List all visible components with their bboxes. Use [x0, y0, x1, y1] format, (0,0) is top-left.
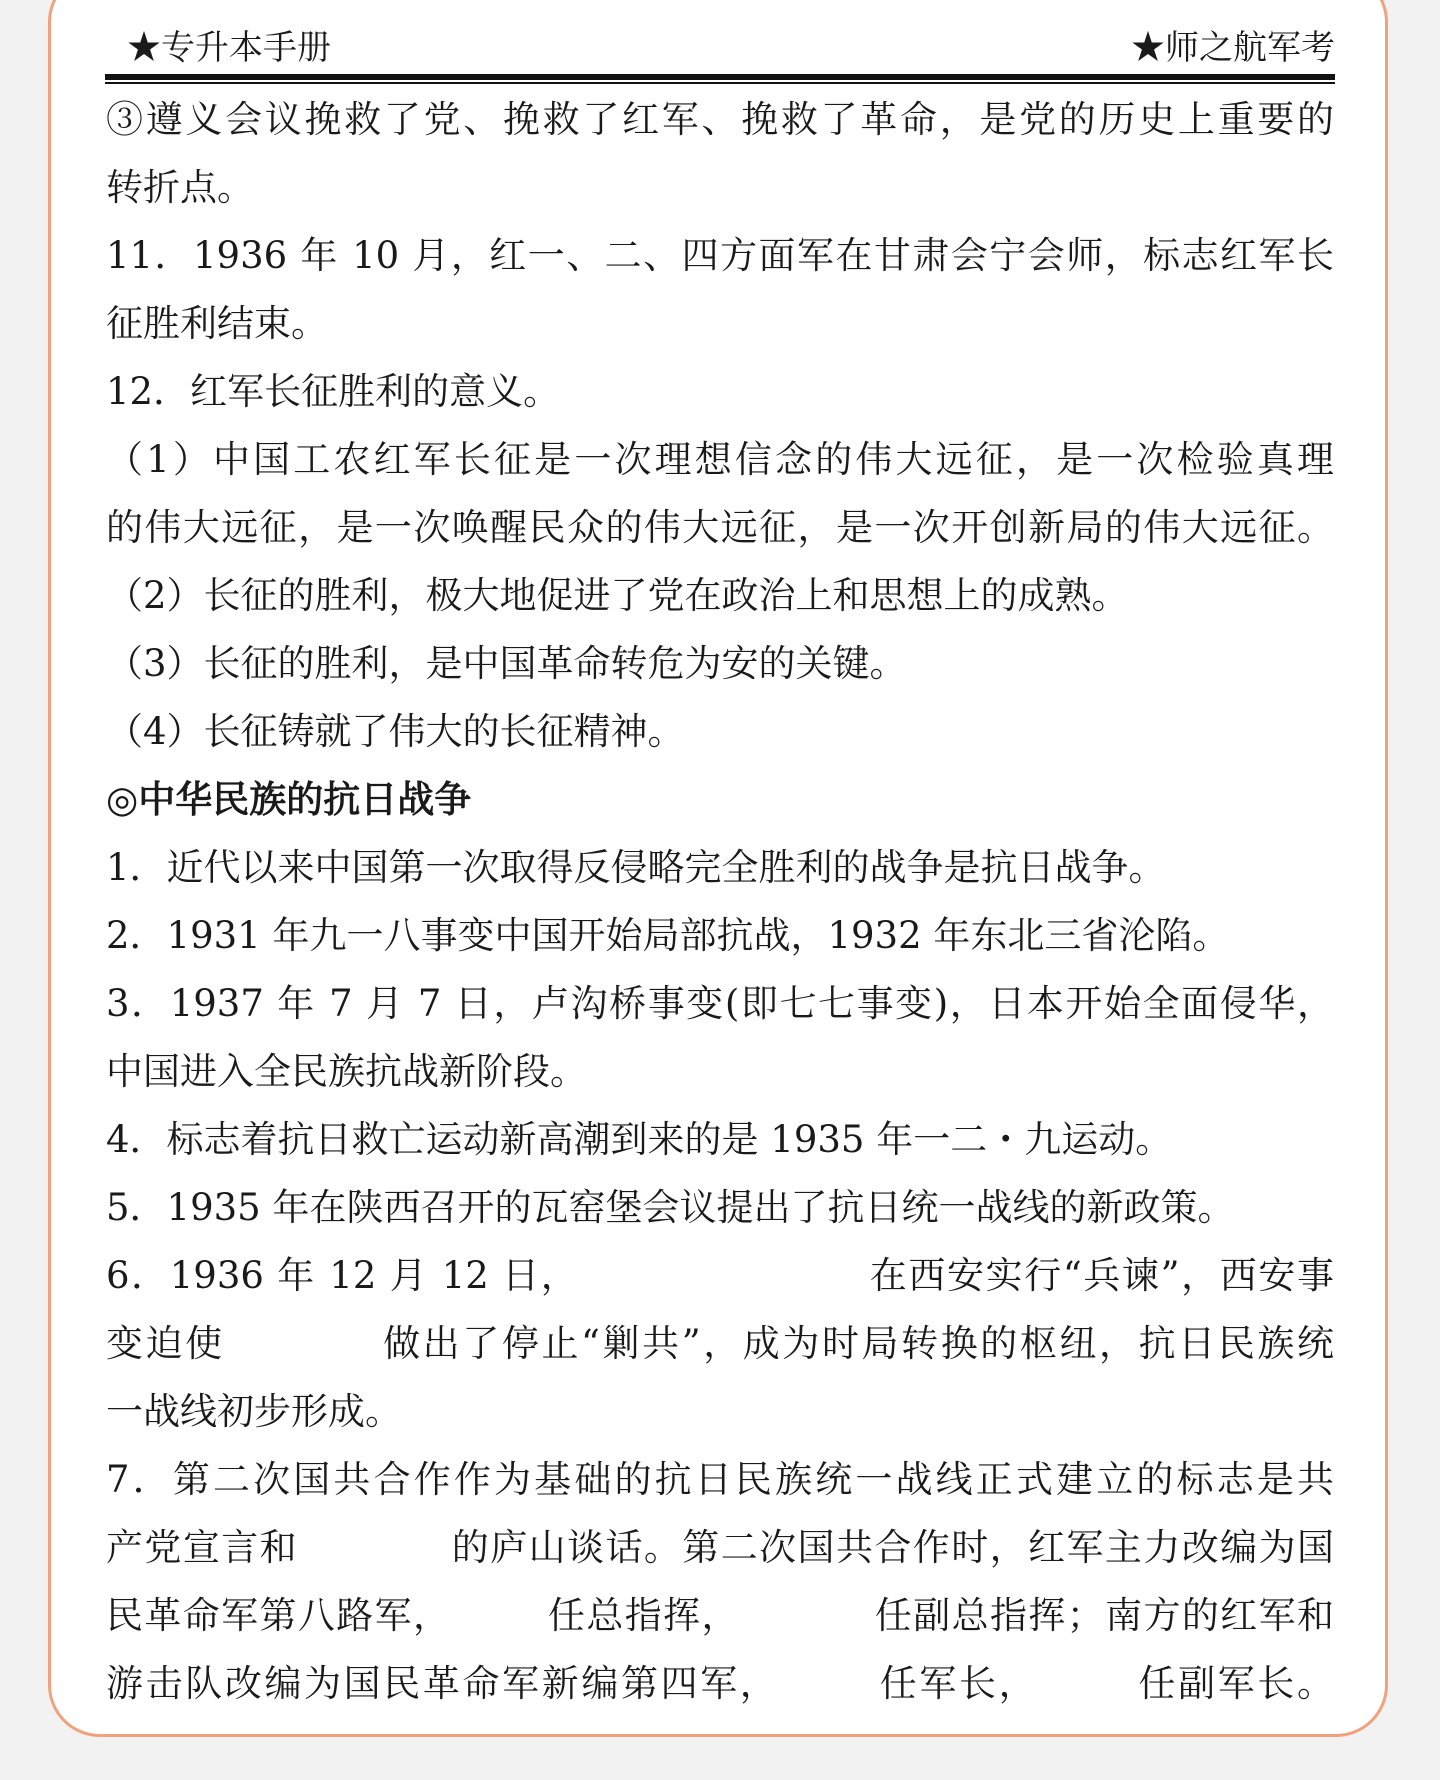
text-line: （4）长征铸就了伟大的长征精神。 [106, 710, 685, 753]
text-line: 一战线初步形成。 [106, 1390, 402, 1433]
section-heading: ◎中华民族的抗日战争 [106, 778, 472, 821]
text-line: 4．标志着抗日救亡运动新高潮到来的是 1935 年一二・九运动。 [106, 1118, 1173, 1161]
text-line: （2）长征的胜利，极大地促进了党在政治上和思想上的成熟。 [106, 574, 1129, 617]
header-divider [105, 74, 1335, 80]
text-line: 3．1937 年 7 月 7 日，卢沟桥事变(即七七事变)，日本开始全面侵华， [106, 982, 1334, 1025]
text-line: 征胜利结束。 [106, 302, 328, 345]
text-line: ③遵义会议挽救了党、挽救了红军、挽救了革命，是党的历史上重要的 [106, 98, 1334, 141]
text-line: 2．1931 年九一八事变中国开始局部抗战，1932 年东北三省沦陷。 [106, 914, 1230, 957]
text-line: 11．1936 年 10 月，红一、二、四方面军在甘肃会宁会师，标志红军长 [106, 234, 1334, 277]
text-line: 变迫使 做出了停止“剿共”，成为时局转换的枢纽，抗日民族统 [106, 1322, 1334, 1365]
text-line: 产党宣言和 的庐山谈话。第二次国共合作时，红军主力改编为国 [106, 1526, 1334, 1569]
text-line: 12．红军长征胜利的意义。 [106, 370, 561, 413]
text-line: （1）中国工农红军长征是一次理想信念的伟大远征，是一次检验真理 [106, 438, 1334, 481]
text-line: 6．1936 年 12 月 12 日， 在西安实行“兵谏”，西安事 [106, 1254, 1334, 1297]
text-line: 民革命军第八路军， 任总指挥， 任副总指挥；南方的红军和 [106, 1594, 1334, 1637]
header-left-title: ★专升本手册 [127, 28, 331, 68]
text-line: （3）长征的胜利，是中国革命转危为安的关键。 [106, 642, 907, 685]
text-line: 游击队改编为国民革命军新编第四军， 任军长， 任副军长。 [106, 1662, 1334, 1705]
text-line: 5．1935 年在陕西召开的瓦窑堡会议提出了抗日统一战线的新政策。 [106, 1186, 1235, 1229]
header-divider-thin [105, 82, 1335, 84]
text-line: 7．第二次国共合作作为基础的抗日民族统一战线正式建立的标志是共 [106, 1458, 1334, 1501]
header-right-title: ★师之航军考 [1131, 28, 1335, 68]
text-line: 的伟大远征，是一次唤醒民众的伟大远征，是一次开创新局的伟大远征。 [106, 506, 1334, 549]
text-line: 转折点。 [106, 166, 254, 209]
text-line: 1．近代以来中国第一次取得反侵略完全胜利的战争是抗日战争。 [106, 846, 1166, 889]
text-line: 中国进入全民族抗战新阶段。 [106, 1050, 587, 1093]
